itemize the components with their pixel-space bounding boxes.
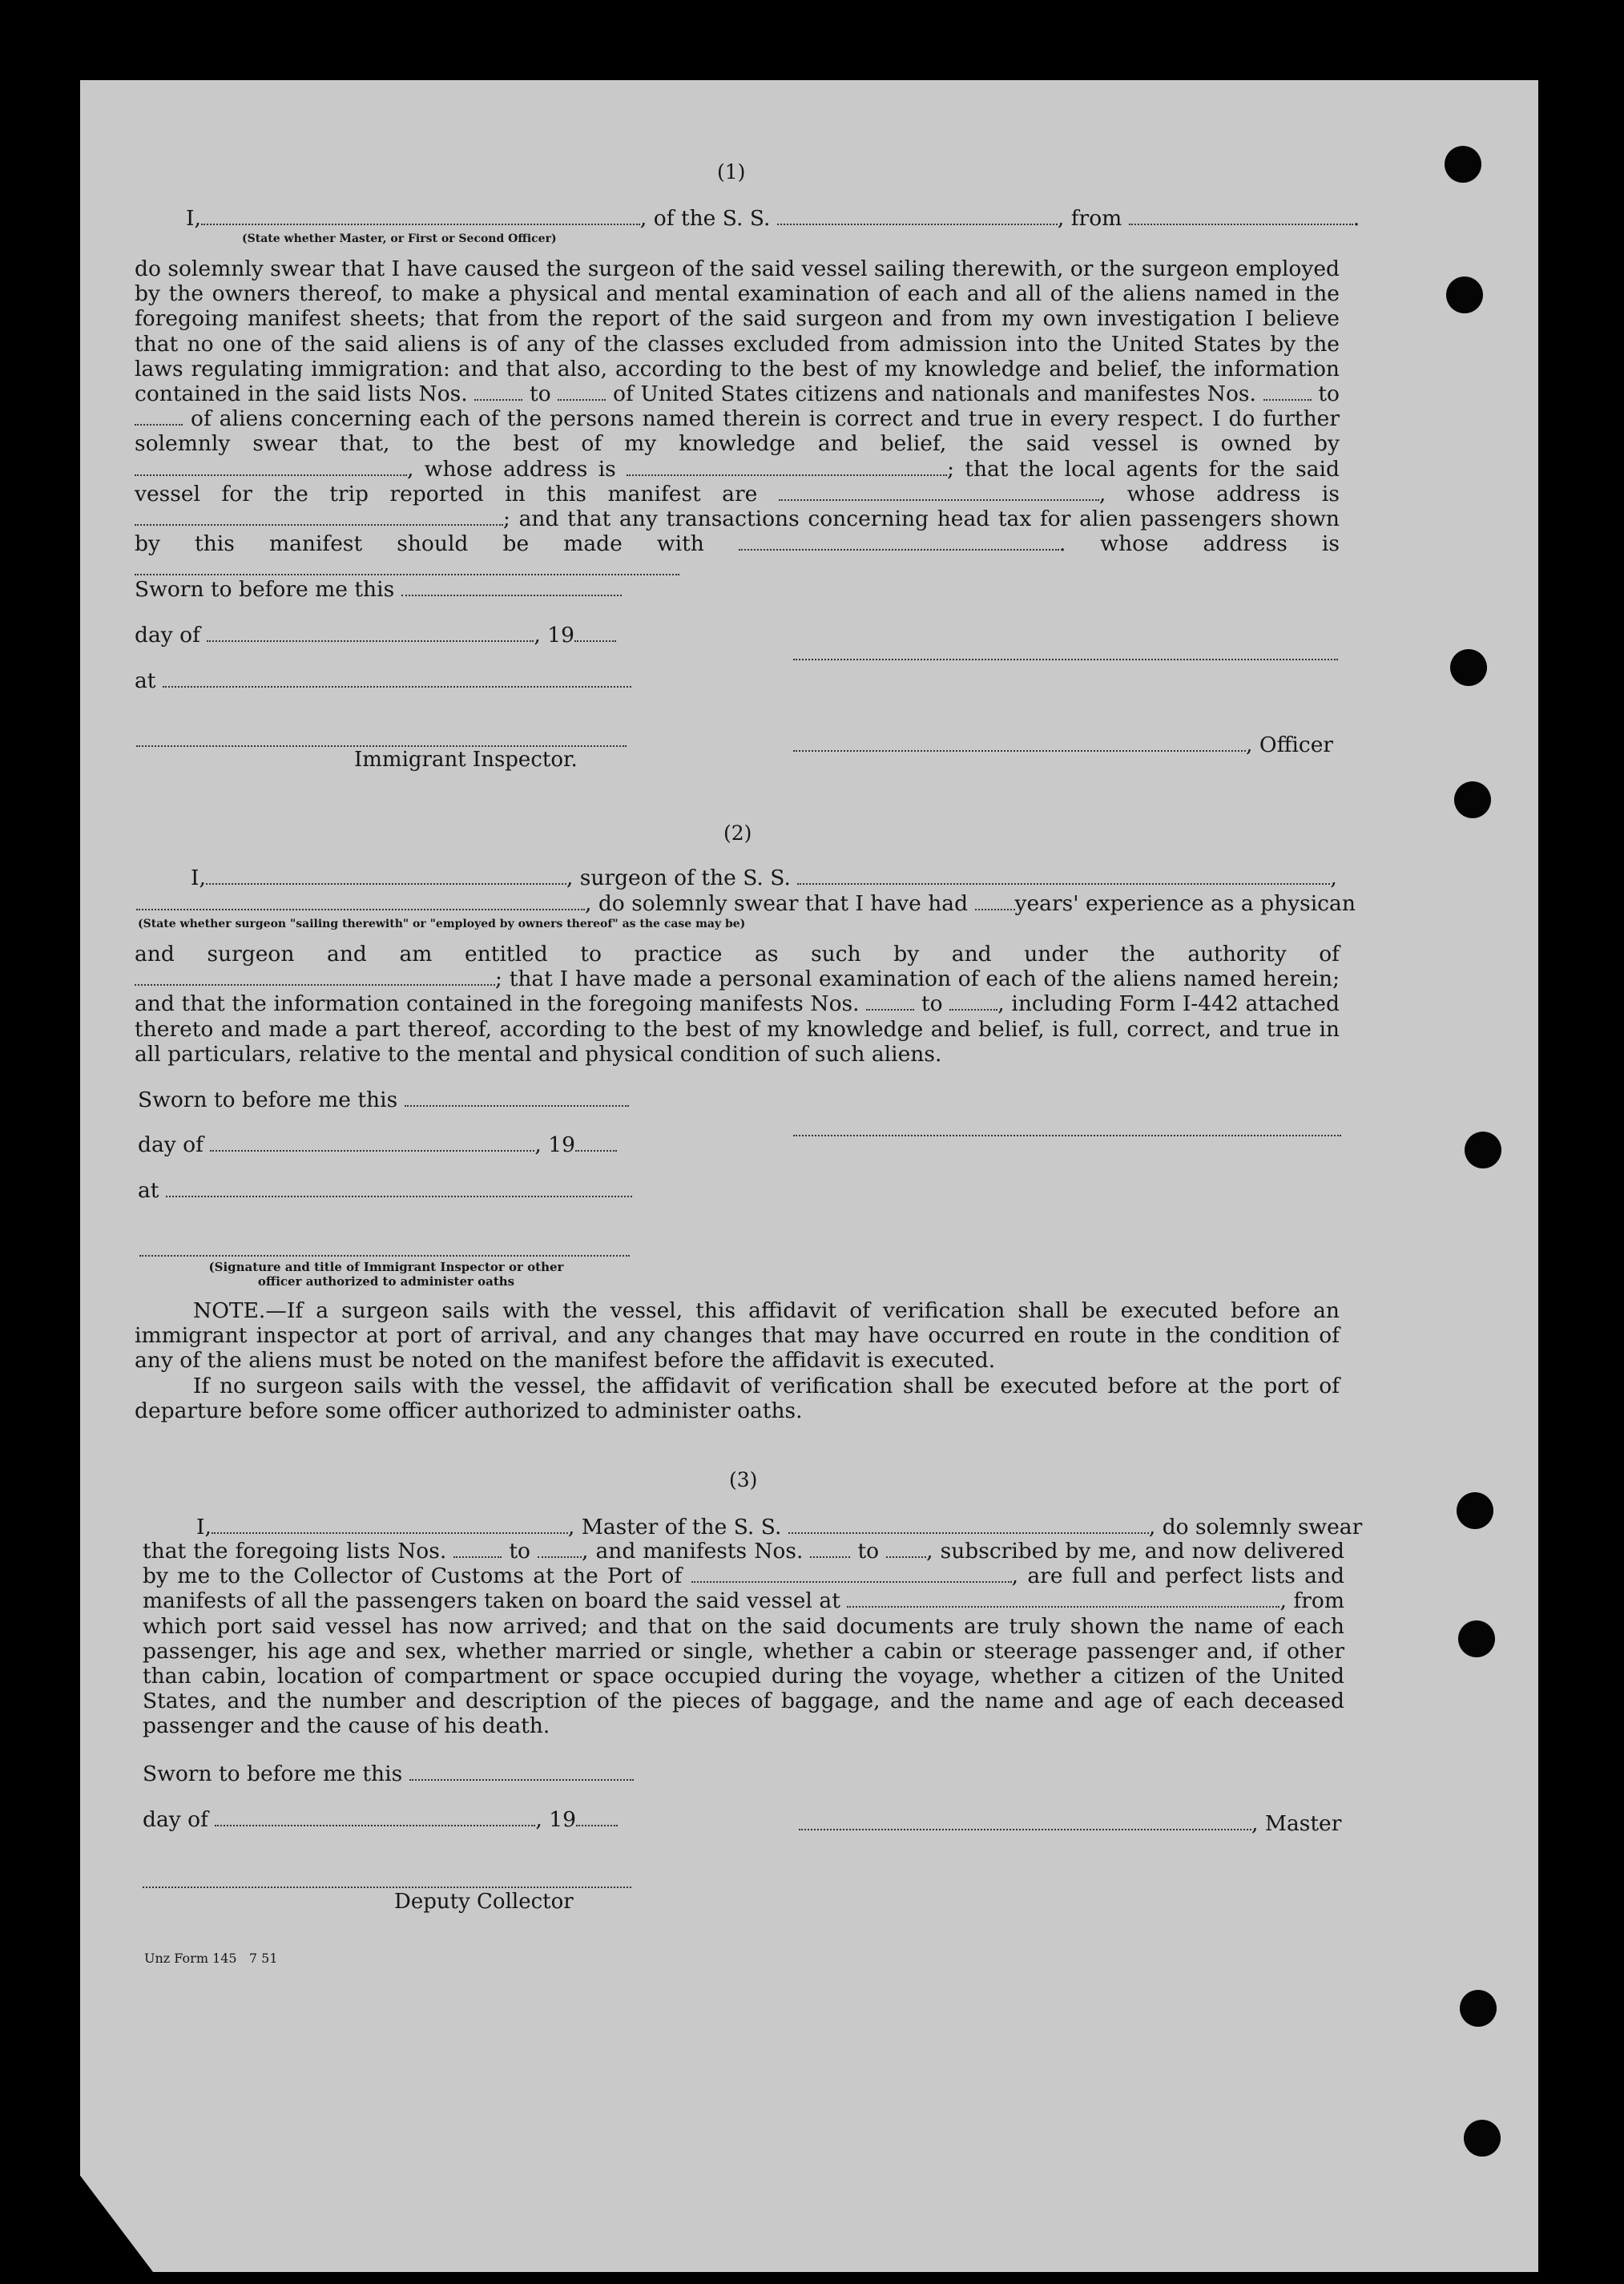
- text: NOTE.—If a surgeon sails with the vessel, this affidavit of verification shall be executed before an immigrant inspector at port of arrival, and any changes that may have occurred en route in the condition of any of the aliens must be noted on the manifest before the affidavit is executed.: [135, 1298, 1340, 1374]
- manifests-to-field[interactable]: [886, 1539, 926, 1558]
- sworn-date-field[interactable]: [401, 577, 622, 596]
- punch-hole: [1458, 1620, 1495, 1657]
- punch-hole: [1457, 1492, 1493, 1529]
- text: , Master of the S. S.: [567, 1515, 782, 1539]
- punch-hole: [1464, 2120, 1501, 2157]
- text: , surgeon of the S. S.: [566, 866, 791, 890]
- text: If no surgeon sails with the vessel, the affidavit of verification shall be executed before at the port of departure before some officer authorized to administer oaths.: [135, 1374, 1340, 1424]
- section-2-line-2: [136, 891, 1356, 916]
- signature-line[interactable]: [793, 657, 1338, 660]
- manifests-from-field[interactable]: [810, 1539, 850, 1558]
- inspector-signature-line[interactable]: [136, 744, 627, 747]
- year-field[interactable]: [575, 1132, 617, 1152]
- text: , 19: [535, 1807, 576, 1832]
- port-field[interactable]: [691, 1564, 1012, 1583]
- text: to: [1318, 381, 1340, 407]
- text: ; that I have made a personal examination of each of the aliens named herein; and that the information contained in the foregoing manifests Nos.: [135, 966, 1340, 1017]
- signature-note: [202, 1260, 570, 1289]
- form-number: Unz Form 145 7 51: [144, 1951, 278, 1966]
- note-paragraph: [135, 1298, 1340, 1374]
- text: and surgeon and am entitled to practice as such by and under the authority of: [135, 942, 1340, 966]
- text: to: [921, 991, 943, 1017]
- surgeon-status-field[interactable]: [136, 891, 585, 910]
- manifests-to-field[interactable]: [135, 406, 183, 426]
- punch-hole: [1450, 649, 1487, 686]
- officer-title-field[interactable]: [201, 206, 640, 225]
- text: , whose address is: [1098, 481, 1340, 506]
- owner-field[interactable]: [135, 457, 407, 476]
- vessel-name-field[interactable]: [788, 1515, 1149, 1534]
- section-2-heading: (2): [723, 821, 752, 845]
- at-field[interactable]: [163, 668, 631, 688]
- surgeon-name-field[interactable]: [206, 866, 566, 885]
- lists-to-field[interactable]: [558, 381, 606, 401]
- agents-field[interactable]: [779, 482, 1099, 501]
- at-line-1: [135, 668, 631, 693]
- collector-signature-line[interactable]: [143, 1885, 631, 1888]
- punch-hole: [1446, 276, 1483, 313]
- text: of United States citizens and nationals and manifestes Nos.: [613, 381, 1256, 407]
- day-field[interactable]: [215, 1807, 535, 1826]
- text: , 19: [534, 623, 574, 648]
- head-tax-address-field[interactable]: [135, 556, 679, 575]
- manifests-from-field[interactable]: [866, 991, 914, 1011]
- text: , are full and perfect lists and manifests of all the passengers taken on board the said vessel at: [143, 1564, 1344, 1614]
- collector-caption: Deputy Collector: [394, 1890, 574, 1914]
- text: , Officer: [1246, 732, 1334, 757]
- section-3-heading: (3): [729, 1468, 758, 1491]
- vessel-name-field[interactable]: [777, 206, 1058, 225]
- day-line-2: [138, 1132, 617, 1157]
- text: ,: [1330, 866, 1337, 890]
- sworn-line-1: [135, 577, 622, 602]
- vessel-name-field[interactable]: [797, 866, 1330, 885]
- authority-field[interactable]: [135, 966, 495, 986]
- day-line-3: [143, 1807, 618, 1832]
- text: day of: [135, 623, 200, 648]
- inspector-caption: Immigrant Inspector.: [354, 748, 578, 772]
- surgeon-status-note: (State whether surgeon "sailing therewith" or "employed by owners thereof" as the case may be): [138, 918, 746, 930]
- sworn-date-field[interactable]: [409, 1761, 634, 1781]
- text: , do solemnly swear: [1148, 1515, 1363, 1539]
- text: day of: [138, 1132, 204, 1157]
- text: . whose address is: [1058, 531, 1340, 557]
- section-2-body: [135, 942, 1340, 1067]
- from-port-field[interactable]: [1129, 206, 1353, 225]
- text: , do solemnly swear that I have had: [585, 891, 969, 916]
- master-name-field[interactable]: [212, 1515, 568, 1534]
- text: , from which port said vessel has now arrived; and that on the said documents are truly shown the name of each passenger, his age and sex, whether married or single, whether a cabin or steerage passenger and, if other than cabin, location of compartment or space occupied during the voyage, whether a citizen of the United States, and the number and description of the pieces of baggage, and the name and age of each deceased passenger and the cause of his death.: [143, 1588, 1344, 1739]
- head-tax-field[interactable]: [739, 531, 1059, 551]
- officer-signature-line[interactable]: [139, 1253, 630, 1257]
- text: of aliens concerning each of the persons named therein is correct and true in every respect. I do further solemnly swear that, to the best of my knowledge and belief, the said vessel is owned by: [135, 406, 1340, 457]
- lists-from-field[interactable]: [474, 381, 522, 401]
- section-3-body: [143, 1539, 1344, 1739]
- section-1-body: [135, 256, 1340, 582]
- at-field[interactable]: [166, 1178, 632, 1197]
- text: I,: [196, 1515, 212, 1539]
- owner-address-field[interactable]: [627, 457, 947, 476]
- officer-signature: [793, 732, 1333, 757]
- text: I,: [186, 206, 201, 231]
- text: to: [857, 1539, 880, 1564]
- section-1-heading: (1): [717, 160, 746, 184]
- text: Sworn to before me this: [135, 577, 395, 602]
- text: years' experience as a physican: [1014, 891, 1356, 916]
- year-field[interactable]: [574, 623, 616, 642]
- punch-hole: [1465, 1132, 1501, 1168]
- text: ; and that any transactions concerning head tax for alien passengers shown by this manifest should be made with: [135, 506, 1340, 557]
- year-field[interactable]: [576, 1807, 618, 1826]
- officer-title-note: (State whether Master, or First or Second Officer): [242, 232, 557, 245]
- sworn-line-2: [138, 1088, 629, 1112]
- text: do solemnly swear that I have caused the surgeon of the said vessel sailing therewith, or the surgeon employed by the owners thereof, to make a physical and mental examination of each and all of the aliens named in the foregoing manifest sheets; that from the report of the said surgeon and from my own investigation I believe that no one of the said aliens is of any of the classes excluded from admission into the United States by the laws regulating immigration: and that also, according to the best of my knowledge and belief, the information contained in the said lists Nos.: [135, 256, 1340, 407]
- day-field[interactable]: [207, 623, 534, 642]
- text: , of the S. S.: [639, 206, 771, 231]
- text: , whose address is: [407, 456, 616, 482]
- text: ; that the local agents for the said vessel for the trip reported in this manifest are: [135, 456, 1340, 506]
- surgeon-signature-line[interactable]: [793, 1133, 1341, 1136]
- text: , including Form I-442 attached thereto and made a part thereof, according to the best of my knowledge and belief, is full, correct, and true in all particulars, relative to the mental and physical condition of such aliens.: [135, 991, 1340, 1067]
- punch-hole: [1445, 146, 1481, 183]
- years-field[interactable]: [975, 891, 1015, 910]
- at-line-2: [138, 1178, 632, 1203]
- punch-hole: [1460, 1990, 1497, 2027]
- lists-from-field[interactable]: [453, 1539, 502, 1558]
- punch-hole: [1454, 781, 1491, 818]
- day-field[interactable]: [210, 1132, 534, 1152]
- text: at: [135, 668, 156, 693]
- lists-to-field[interactable]: [538, 1539, 582, 1558]
- text: I,: [191, 866, 206, 890]
- officer-signature-field[interactable]: [793, 732, 1246, 752]
- text: officer authorized to administer oaths: [257, 1274, 515, 1289]
- text: at: [138, 1178, 159, 1203]
- text: Sworn to before me this: [143, 1761, 403, 1786]
- boarding-port-field[interactable]: [847, 1588, 1279, 1608]
- master-signature-field[interactable]: [799, 1811, 1251, 1830]
- section-1-line-1: [186, 206, 1360, 231]
- sworn-date-field[interactable]: [405, 1088, 629, 1107]
- section-2-line-1: [191, 866, 1337, 890]
- text: , and manifests Nos.: [582, 1539, 804, 1564]
- text: , Master: [1251, 1811, 1342, 1836]
- text: .: [1352, 206, 1360, 231]
- note-paragraph-2: [135, 1374, 1340, 1423]
- text: , from: [1057, 206, 1122, 231]
- text: to: [530, 381, 551, 407]
- agents-address-field[interactable]: [135, 506, 503, 526]
- text: day of: [143, 1807, 208, 1832]
- text: , 19: [534, 1132, 575, 1157]
- sworn-line-3: [143, 1761, 634, 1786]
- section-3-line-1: [196, 1515, 1362, 1539]
- manifests-from-field[interactable]: [1263, 381, 1312, 401]
- master-signature: [799, 1811, 1341, 1836]
- manifests-to-field[interactable]: [949, 991, 997, 1011]
- text: , subscribed by me, and now delivered by me to the Collector of Customs at the Port of: [143, 1539, 1344, 1589]
- text: that the foregoing lists Nos.: [143, 1539, 447, 1564]
- day-line-1: [135, 623, 616, 648]
- text: (Signature and title of Immigrant Inspector or other: [208, 1260, 564, 1274]
- text: to: [509, 1539, 530, 1564]
- text: Sworn to before me this: [138, 1088, 398, 1112]
